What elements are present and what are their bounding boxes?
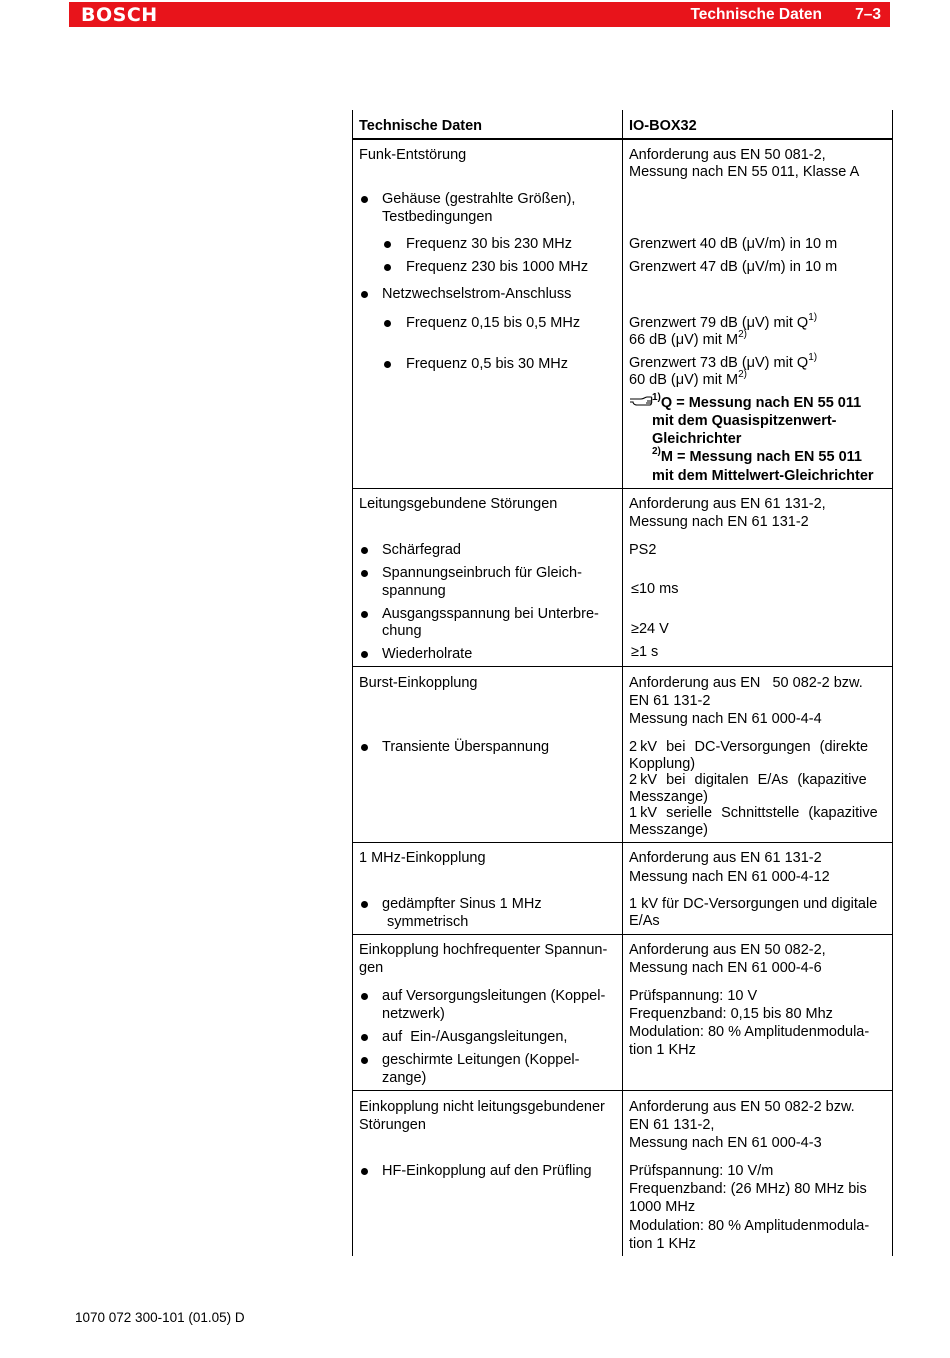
value-text: Grenzwert 40 dB (μV/m) in 10 m	[629, 236, 838, 252]
value-text: 1 kV serielle Schnittstelle (kapazitive	[629, 805, 878, 821]
requirement-text: Anforderung aus EN 50 082-2,	[629, 942, 826, 958]
value-text: Messzange)	[629, 789, 708, 805]
list-item: auf Ein-/Ausgangsleitungen,	[382, 1029, 568, 1045]
requirement-text: Anforderung aus EN 50 082-2 bzw.	[629, 1099, 855, 1115]
pointing-hand-icon	[629, 393, 653, 409]
table-header-right: IO-BOX32	[629, 118, 697, 134]
value-text: Modulation: 80 % Amplitudenmodula-	[629, 1218, 870, 1234]
list-item: Schärfegrad	[382, 542, 461, 558]
value-text: Prüfspannung: 10 V/m	[629, 1163, 774, 1179]
table-border-right	[892, 110, 893, 1256]
requirement-text: EN 61 131-2	[629, 693, 711, 709]
row-divider	[352, 488, 893, 489]
value-text: 66 dB (μV) mit $M^{2)}$	[629, 329, 747, 348]
bullet-dot	[384, 361, 391, 368]
list-item: gedämpfter Sinus 1 MHz	[382, 896, 542, 912]
row-divider	[352, 934, 893, 935]
value-text: Messzange)	[629, 822, 708, 838]
bullet-dot	[361, 196, 368, 203]
row-label: Leitungsgebundene Störungen	[359, 496, 558, 512]
list-item: spannung	[382, 583, 446, 599]
requirement-text: EN 61 131-2,	[629, 1117, 715, 1133]
row-label: Einkopplung nicht leitungsgebundener	[359, 1099, 605, 1115]
requirement-text: Messung nach EN 61 000-4-6	[629, 960, 822, 976]
bullet-dot	[384, 241, 391, 248]
value-text: Grenzwert 47 dB (μV/m) in 10 m	[629, 259, 838, 275]
section-title: Technische Daten	[690, 6, 822, 23]
requirement-text: Anforderung aus EN 50 081-2,	[629, 147, 826, 163]
value-text: tion 1 KHz	[629, 1236, 696, 1252]
value-text: 1 kV für DC-Versorgungen und digitale	[629, 896, 878, 912]
list-item: auf Versorgungsleitungen (Koppel-	[382, 988, 606, 1004]
bullet-dot	[361, 611, 368, 618]
value-text: Frequenzband: 0,15 bis 80 Mhz	[629, 1006, 833, 1022]
list-item: Spannungseinbruch für Gleich-	[382, 565, 582, 581]
bullet-dot	[384, 320, 391, 327]
bullet-dot	[361, 547, 368, 554]
brand-logo: BOSCH	[81, 4, 158, 26]
requirement-text: Messung nach EN 61 000-4-3	[629, 1135, 822, 1151]
requirement-text: Anforderung aus EN 61 131-2,	[629, 496, 826, 512]
bullet-dot	[361, 651, 368, 658]
list-item: Ausgangsspannung bei Unterbre-	[382, 606, 599, 622]
table-border-middle	[622, 110, 623, 1256]
page-number: 7–3	[855, 6, 881, 23]
row-divider	[352, 666, 893, 667]
row-label: Einkopplung hochfrequenter Spannun-	[359, 942, 608, 958]
list-item: geschirmte Leitungen (Koppel-	[382, 1052, 580, 1068]
footnote-text: Gleichrichter	[652, 431, 742, 447]
bullet-dot	[361, 993, 368, 1000]
list-item: HF-Einkopplung auf den Prüfling	[382, 1163, 592, 1179]
value-text: ≤10 ms	[631, 581, 679, 597]
table-border-left	[352, 110, 353, 1256]
footnote-text: $^{1)}$Q = Messung nach EN 55 011	[652, 392, 862, 411]
row-label: 1 MHz-Einkopplung	[359, 850, 486, 866]
requirement-text: Anforderung aus EN 50 082-2 bzw.	[629, 675, 863, 691]
bullet-dot	[384, 264, 391, 271]
list-item: Gehäuse (gestrahlte Größen),	[382, 191, 576, 207]
value-text: Frequenzband: (26 MHz) 80 MHz bis	[629, 1181, 867, 1197]
bullet-dot	[361, 291, 368, 298]
value-text: 60 dB (μV) mit $M^{2)}$	[629, 369, 747, 388]
requirement-text: Messung nach EN 61 000-4-12	[629, 869, 830, 885]
list-item: chung	[382, 623, 422, 639]
bullet-dot	[361, 901, 368, 908]
value-text: ≥1 s	[631, 644, 659, 660]
value-text: Grenzwert 73 dB (μV) mit $Q^{1)}$	[629, 352, 818, 371]
bullet-dot	[361, 1034, 368, 1041]
footnote-text: $^{2)}$M = Messung nach EN 55 011	[652, 446, 862, 465]
row-label: gen	[359, 960, 384, 976]
value-text: Modulation: 80 % Amplitudenmodula-	[629, 1024, 870, 1040]
bullet-dot	[361, 744, 368, 751]
footnote-text: mit dem Quasispitzenwert-	[652, 413, 837, 429]
list-item: Netzwechselstrom-Anschluss	[382, 286, 572, 302]
value-text: 2 kV bei DC-Versorgungen (direkte	[629, 739, 869, 755]
list-item: Frequenz 30 bis 230 MHz	[406, 236, 573, 252]
row-divider	[352, 1090, 893, 1091]
list-item: symmetrisch	[387, 914, 469, 930]
table-header-left: Technische Daten	[359, 118, 483, 134]
row-divider	[352, 842, 893, 843]
document-id: 1070 072 300-101 (01.05) D	[75, 1310, 245, 1325]
requirement-text: Messung nach EN 61 000-4-4	[629, 711, 822, 727]
value-text: Kopplung)	[629, 756, 696, 772]
bullet-dot	[361, 570, 368, 577]
list-item: Testbedingungen	[382, 209, 493, 225]
requirement-text: Messung nach EN 55 011, Klasse A	[629, 164, 860, 180]
table-head-rule	[352, 138, 893, 140]
list-item: Frequenz 0,5 bis 30 MHz	[406, 356, 568, 372]
row-label: Burst-Einkopplung	[359, 675, 478, 691]
list-item: Frequenz 0,15 bis 0,5 MHz	[406, 315, 581, 331]
bullet-dot	[361, 1057, 368, 1064]
footnote-text: mit dem Mittelwert-Gleichrichter	[652, 468, 874, 484]
row-label: Störungen	[359, 1117, 426, 1133]
requirement-text: Messung nach EN 61 131-2	[629, 514, 809, 530]
list-item: Transiente Überspannung	[382, 739, 550, 755]
list-item: zange)	[382, 1070, 427, 1086]
value-text: PS2	[629, 542, 657, 558]
value-text: 1000 MHz	[629, 1199, 696, 1215]
bullet-dot	[361, 1168, 368, 1175]
value-text: tion 1 KHz	[629, 1042, 696, 1058]
list-item: Wiederholrate	[382, 646, 473, 662]
list-item: netzwerk)	[382, 1006, 445, 1022]
value-text: ≥24 V	[631, 621, 669, 637]
value-text: Prüfspannung: 10 V	[629, 988, 758, 1004]
list-item: Frequenz 230 bis 1000 MHz	[406, 259, 589, 275]
row-label: Funk-Entstörung	[359, 147, 467, 163]
requirement-text: Anforderung aus EN 61 131-2	[629, 850, 822, 866]
header-bar	[69, 2, 890, 27]
value-text: Grenzwert 79 dB (μV) mit $Q^{1)}$	[629, 312, 818, 331]
value-text: 2 kV bei digitalen E/As (kapazitive	[629, 772, 867, 788]
value-text: E/As	[629, 913, 660, 929]
